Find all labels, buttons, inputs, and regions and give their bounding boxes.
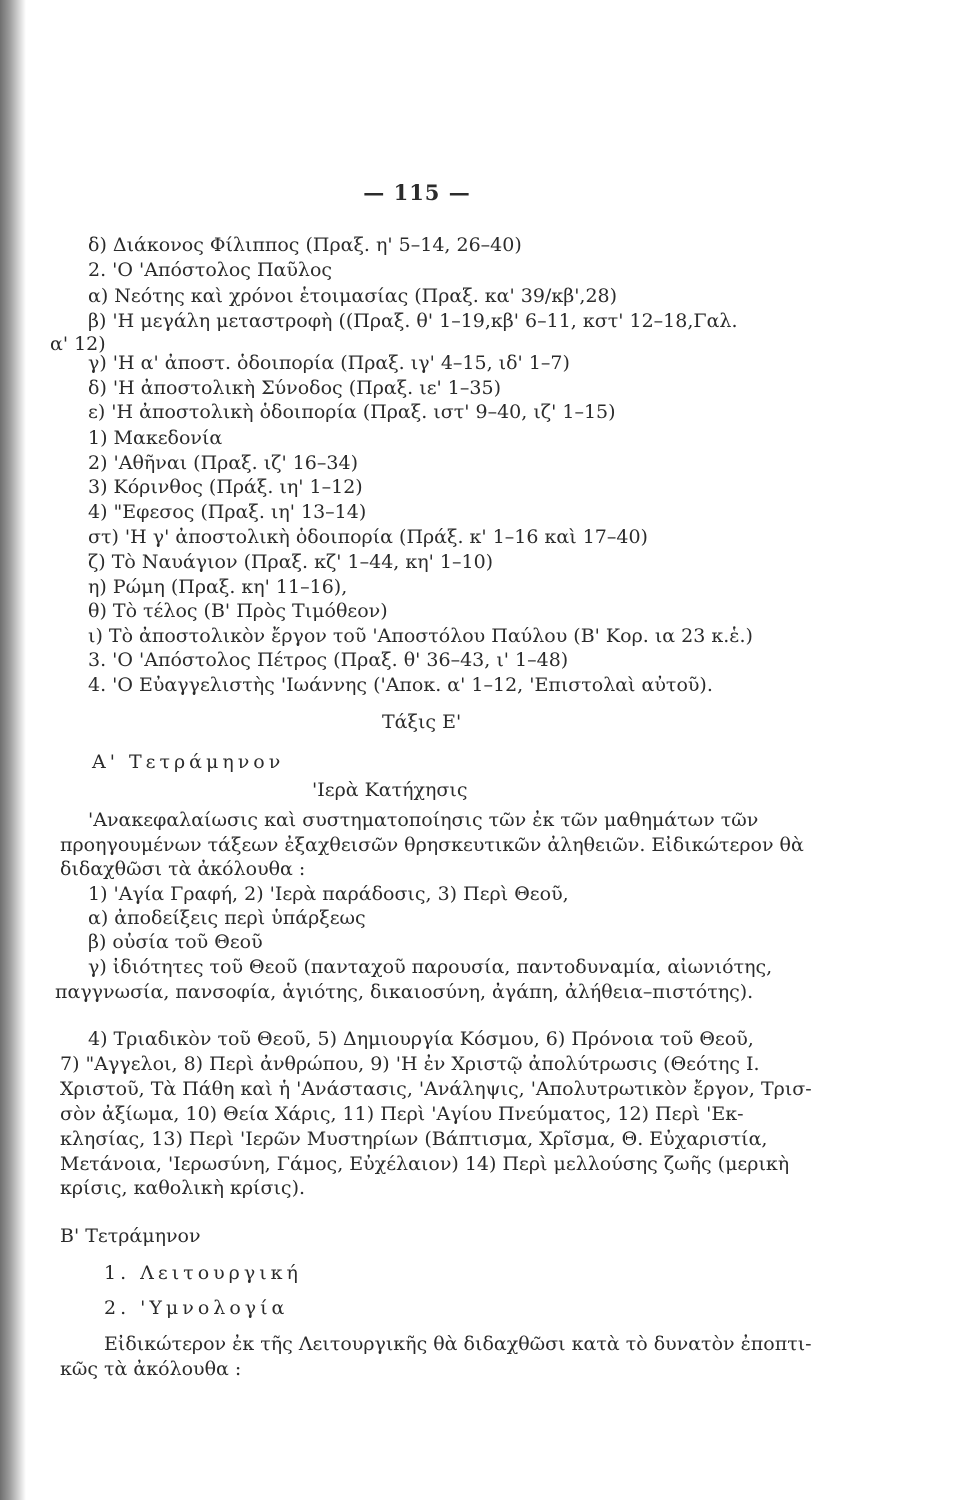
text-line: α) Νεότης καὶ χρόνοι ἑτοιμασίας (Πραξ. κα' 39/κβ',28): [88, 285, 618, 307]
text-line: 7) "Αγγελοι, 8) Περὶ ἀνθρώπου, 9) 'Η ἐν Χριστῷ ἀπολύτρωσις (Θεότης Ι.: [60, 1053, 760, 1075]
page-number: — 115 —: [363, 180, 471, 205]
text-line: 3) Κόρινθος (Πράξ. ιη' 1–12): [88, 476, 363, 498]
text-line: δ) 'Η ἀποστολικὴ Σύνοδος (Πραξ. ιε' 1–35): [88, 377, 501, 399]
text-line: δ) Διάκονος Φίλιππος (Πραξ. η' 5–14, 26–40): [88, 234, 522, 256]
text-line: Εἰδικώτερον ἐκ τῆς Λειτουργικῆς θὰ διδαχθῶσι κατὰ τὸ δυνατὸν ἐποπτι-: [104, 1333, 812, 1355]
text-line: 4) Τριαδικὸν τοῦ Θεοῦ, 5) Δημιουργία Κόσμου, 6) Πρόνοια τοῦ Θεοῦ,: [88, 1028, 754, 1050]
text-line: διδαχθῶσι τὰ ἀκόλουθα :: [60, 858, 306, 880]
text-line: 1) 'Αγία Γραφή, 2) 'Ιερὰ παράδοσις, 3) Περὶ Θεοῦ,: [88, 883, 569, 905]
text-line: προηγουμένων τάξεων ἐξαχθεισῶν θρησκευτικῶν ἀληθειῶν. Εἰδικώτερον θὰ: [60, 834, 804, 856]
text-line: Μετάνοια, 'Ιερωσύνη, Γάμος, Εὐχέλαιον) 14) Περὶ μελλούσης ζωῆς (μερικὴ: [60, 1153, 790, 1175]
text-line: 1) Μακεδονία: [88, 427, 223, 449]
text-line: παγγνωσία, πανσοφία, ἁγιότης, δικαιοσύνη, ἀγάπη, ἀλήθεια–πιστότης).: [55, 981, 754, 1003]
text-line: 4. 'Ο Εὐαγγελιστὴς 'Ιωάννης ('Αποκ. α' 1–12, 'Επιστολαὶ αὐτοῦ).: [88, 674, 713, 696]
text-line: γ) 'Η α' ἀποστ. ὁδοιπορία (Πραξ. ιγ' 4–15, ιδ' 1–7): [88, 352, 570, 374]
text-line: α) ἀποδείξεις περὶ ὑπάρξεως: [88, 907, 366, 929]
text-line: 'Ανακεφαλαίωσις καὶ συστηματοποίησις τῶν ἐκ τῶν μαθημάτων τῶν: [88, 809, 759, 831]
text-line: κρίσις, καθολικὴ κρίσις).: [60, 1177, 306, 1199]
term-heading: Β' Τετράμηνον: [60, 1225, 201, 1247]
text-line: θ) Τὸ τέλος (Β' Πρὸς Τιμόθεον): [88, 600, 388, 622]
text-line: σὸν ἀξίωμα, 10) Θεία Χάρις, 11) Περὶ 'Αγίου Πνεύματος, 12) Περὶ 'Εκ-: [60, 1103, 744, 1125]
text-line: γ) ἰδιότητες τοῦ Θεοῦ (πανταχοῦ παρουσία, παντοδυναμία, αἰωνιότης,: [88, 956, 773, 978]
text-line: κῶς τὰ ἀκόλουθα :: [60, 1358, 242, 1380]
text-line: β) 'Η μεγάλη μεταστροφὴ ((Πραξ. θ' 1–19,κβ' 6–11, κστ' 12–18,Γαλ.: [88, 310, 738, 332]
subject-heading: 2. 'Υμνολογία: [104, 1297, 289, 1319]
section-heading: Τάξις Ε': [382, 711, 462, 733]
text-line: 2. 'Ο 'Απόστολος Παῦλος: [88, 259, 333, 281]
subject-heading: 1. Λειτουργική: [104, 1262, 302, 1284]
text-line: α' 12): [50, 333, 106, 355]
text-line: β) οὐσία τοῦ Θεοῦ: [88, 931, 263, 953]
text-line: κλησίας, 13) Περὶ 'Ιερῶν Μυστηρίων (Βάπτισμα, Χρῖσμα, Θ. Εὐχαριστία,: [60, 1128, 768, 1150]
subject-heading: 'Ιερὰ Κατήχησις: [312, 779, 468, 801]
text-line: ε) 'Η ἀποστολικὴ ὁδοιπορία (Πραξ. ιστ' 9–40, ιζ' 1–15): [88, 401, 616, 423]
text-line: στ) 'Η γ' ἀποστολικὴ ὁδοιπορία (Πράξ. κ' 1–16 καὶ 17–40): [88, 526, 648, 548]
text-line: 4) "Εφεσος (Πραξ. ιη' 13–14): [88, 501, 367, 523]
text-line: 2) 'Αθῆναι (Πραξ. ιζ' 16–34): [88, 452, 358, 474]
text-line: Χριστοῦ, Τὰ Πάθη καὶ ἡ 'Ανάστασις, 'Ανάληψις, 'Απολυτρωτικὸν ἔργον, Τρισ-: [60, 1078, 812, 1100]
book-binding-shadow: [0, 0, 26, 1500]
text-line: ζ) Τὸ Ναυάγιον (Πραξ. κζ' 1–44, κη' 1–10): [88, 551, 494, 573]
text-line: ι) Τὸ ἀποστολικὸν ἔργον τοῦ 'Αποστόλου Παύλου (Β' Κορ. ια 23 κ.ἑ.): [88, 625, 753, 647]
text-line: η) Ρώμη (Πραξ. κη' 11–16),: [88, 576, 348, 598]
term-heading: Α' Τετράμηνον: [92, 751, 285, 773]
text-line: 3. 'Ο 'Απόστολος Πέτρος (Πραξ. θ' 36–43, ι' 1–48): [88, 649, 569, 671]
